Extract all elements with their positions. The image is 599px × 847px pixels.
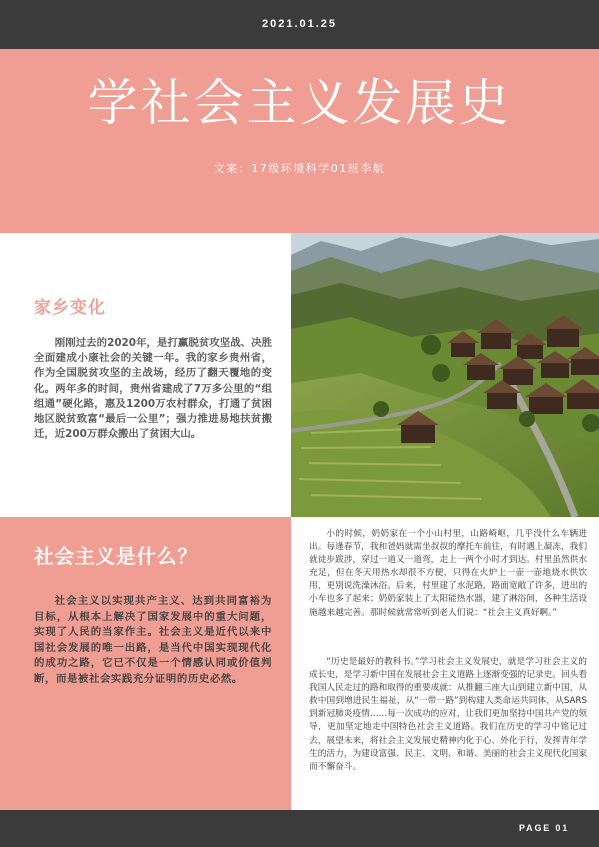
socialism-heading: 社会主义是什么？ — [34, 545, 199, 568]
village-photo — [291, 233, 599, 517]
page-number: PAGE 01 — [519, 823, 569, 833]
hero-banner — [0, 49, 599, 233]
hometown-body: 刚刚过去的2020年，是打赢脱贫攻坚战、决胜全面建成小康社会的关键一年。我的家乡贵州省，作为全国脱贫攻坚的主战场，经历了翻天覆地的变化。两年多的时间，贵州省建成了7万多公里的“组组通”硬化路，惠及1200万农村群众，打通了贫困地区脱贫致富“最后一公里”；强力推进易地扶贫搬迁，近200万群众搬出了贫困大山。 — [34, 337, 272, 441]
socialism-section — [0, 517, 291, 810]
date-label: 2021.01.25 — [261, 18, 338, 30]
story-paragraph-2: “历史是最好的教科书。”学习社会主义发展史，就是学习社会主义的成长史，是学习新中国在发展社会主义道路上逐渐变强的记录史。回头看我国人民走过的路和取得的重要成就：从推翻三座大山到建立新中国，从救中国到增进民生福祉，从“一带一路”到构建人类命运共同体，从SARS到新冠肺炎疫情……每一次成功的应对，让我们更加坚持中国共产党的领导，更加坚定地走中国特色社会主义道路。我们在历史的学习中铭记过去，展望未来，将社会主义发展史精神内化于心、外化于行，发挥青年学生的活力，为建设富强、民主、文明、和谐、美丽的社会主义现代化国家而不懈奋斗。 — [309, 657, 587, 772]
story-section — [291, 517, 599, 810]
socialism-body: 社会主义以实现共产主义、达到共同富裕为目标，从根本上解决了国家发展中的重大问题，实现了人民的当家作主。社会主义是近代以来中国社会发展的唯一出路，是当代中国实现现代化的成功之路，它已不仅是一个情感认同或价值判断，而是被社会实践充分证明的历史必然。 — [34, 595, 272, 685]
hometown-section — [0, 233, 291, 517]
story-paragraph-1: 小的时候，奶奶家在一个小山村里，山路崎岖，几乎没什么车辆进出。每逢春节，我和爸妈就需坐叔叔的摩托车前往，有时遇上凝冻，我们就徒步跋涉，穿过一道又一道弯，走上一两个小时才到达。村里虽然供水充足，但在冬天用热水却很不方便，只得在火炉上一壶一壶地烧水供饮用，更别说洗澡沐浴。后来，村里建了水泥路，路面宽敞了许多，进出的小车也多了起来；奶奶家装上了太阳能热水器，建了淋浴间，各种生活设施越来越完善。那时候就常常听到老人们说：“社会主义真好啊。” — [309, 529, 587, 618]
footer-bar — [0, 810, 599, 847]
page-title: 学社会主义发展史 — [87, 74, 512, 132]
author-line: 文案：17级环境科学01班李航 — [213, 162, 386, 175]
hometown-heading: 家乡变化 — [34, 298, 106, 318]
top-bar — [0, 0, 599, 49]
